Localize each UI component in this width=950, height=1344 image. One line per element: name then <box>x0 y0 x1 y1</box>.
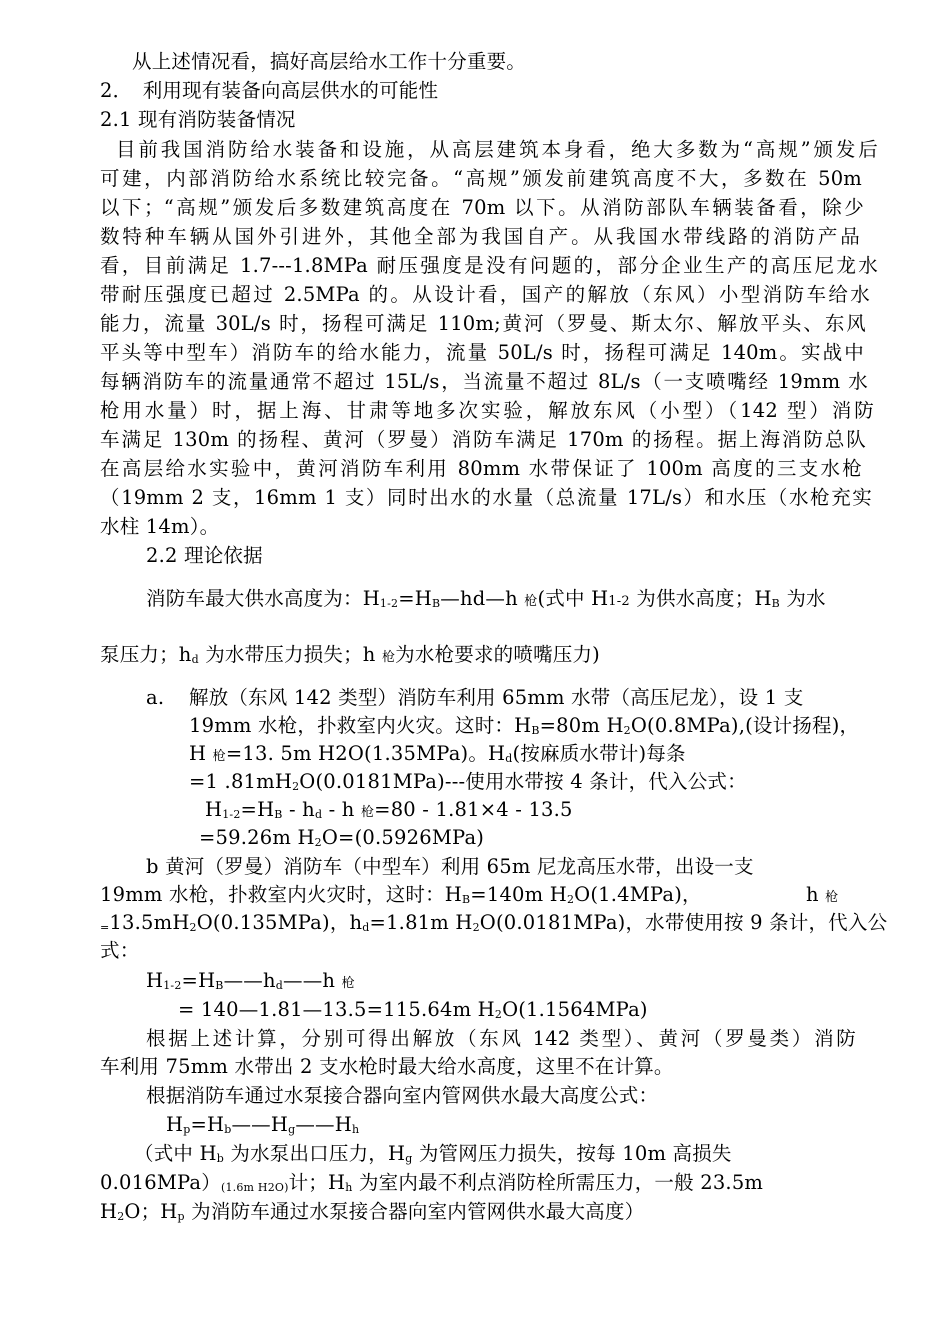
text: O) <box>274 1181 289 1194</box>
text: 为供水高度；H <box>629 587 772 610</box>
text: h <box>806 883 826 906</box>
text: 为水枪要求的喷嘴压力) <box>395 643 600 666</box>
paragraph-line <box>100 281 870 309</box>
paragraph-line <box>134 1140 732 1168</box>
text: ——H <box>295 1113 352 1136</box>
subscript: 1-2 <box>379 597 399 610</box>
paragraph-line <box>116 136 878 164</box>
paragraph-line <box>100 484 872 512</box>
text: =H <box>181 969 216 992</box>
paragraph-line <box>100 513 219 541</box>
subscript: d <box>505 752 513 765</box>
formula-line <box>199 824 484 852</box>
subscript: 2 <box>267 1181 275 1194</box>
text: O(1.1564MPa) <box>502 998 648 1021</box>
subscript: 2 <box>314 836 322 849</box>
paragraph-line <box>100 1053 674 1081</box>
subscript: B <box>771 597 780 610</box>
subscript: p <box>177 1210 185 1223</box>
text: 为管网压力损失，按每 10m 高损失 <box>412 1142 732 1165</box>
text: =140m H <box>470 883 567 906</box>
text: 消防车最大供水高度为：H <box>146 587 380 610</box>
text: 看，目前满足 1.7---1.8MPa 耐压强度是没有问题的，部分企业生产的高压尼龙水 <box>100 254 878 277</box>
subscript: h <box>345 1181 353 1194</box>
text: 根据上述计算，分别可得出解放（东风 142 类型）、黄河（罗曼类）消防 <box>146 1027 856 1050</box>
subscript: g <box>288 1123 296 1136</box>
subscript: 枪 <box>212 749 226 764</box>
paragraph-line <box>100 194 864 222</box>
subscript: h <box>351 1123 360 1136</box>
text: ——h <box>223 969 276 992</box>
paragraph-line <box>100 310 866 338</box>
text: =1 .81mH <box>189 770 293 793</box>
paragraph-line <box>100 223 860 251</box>
text: =H <box>190 1113 225 1136</box>
text: 0.016MPa） <box>100 1171 221 1194</box>
text: 数特种车辆从国外引进外，其他全部为我国自产。从我国水带线路的消防产品 <box>100 225 860 248</box>
text: 为水带压力损失；h <box>198 643 382 666</box>
paragraph-line <box>100 368 868 396</box>
text: ——H <box>231 1113 289 1136</box>
text: 19mm 水枪，扑救室内火灾时，这时：H <box>100 883 462 906</box>
section-heading <box>100 77 438 105</box>
text: 解放（东风 142 类型）消防车利用 65mm 水带（高压尼龙），设 1 支 <box>189 686 804 709</box>
paragraph-line <box>100 1169 763 1197</box>
paragraph-line <box>100 455 862 483</box>
subscript: 2 <box>189 921 197 934</box>
text: =H <box>398 587 432 610</box>
text: 式： <box>100 939 140 962</box>
text: 目前我国消防给水装备和设施，从高层建筑本身看，绝大多数为“高规”颁发后 <box>116 138 878 161</box>
text: 平头等中型车）消防车的给水能力，流量 50L/s 时，扬程可满足 140m。实战中 <box>100 341 864 364</box>
text: (式中 H <box>537 587 609 610</box>
list-item-line <box>146 853 754 881</box>
subsection-heading <box>146 542 263 570</box>
text: =59.26m H <box>199 826 315 849</box>
subscript: 2 <box>292 780 300 793</box>
subscript: 2 <box>623 724 631 737</box>
text: H <box>166 1113 184 1136</box>
text: 根据消防车通过水泵接合器向室内管网供水最大高度公式： <box>146 1084 659 1107</box>
text: 水柱 14m）。 <box>100 515 220 538</box>
text: =13. 5m H2O(1.35MPa)。H <box>225 742 506 765</box>
subscript: 枪 <box>341 976 355 991</box>
text: = <box>100 921 110 934</box>
paragraph-line <box>146 1025 856 1053</box>
subscript: 2 <box>472 921 480 934</box>
text: 可建，内部消防给水系统比较完备。“高规”颁发前建筑高度不大，多数在 50m <box>100 167 862 190</box>
text: 能力，流量 30L/s 时，扬程可满足 110m;黄河（罗曼、斯太尔、解放平头、东风 <box>100 312 866 335</box>
text: O(0.0181MPa)，水带使用按 9 条计，代入公 <box>479 911 888 934</box>
subscript: B <box>215 979 224 992</box>
subscript: b <box>216 1152 224 1165</box>
text: 为水泵出口压力，H <box>223 1142 406 1165</box>
text: 泵压力；h <box>100 643 192 666</box>
paragraph-line <box>100 165 862 193</box>
paragraph-line <box>100 339 864 367</box>
subscript: 1-2 <box>222 808 241 821</box>
paragraph-line <box>132 48 526 76</box>
list-item-line <box>189 740 686 768</box>
subscript: 2 <box>117 1210 125 1223</box>
subscript: p <box>183 1123 191 1136</box>
list-item-line <box>100 937 139 965</box>
text: O(0.8MPa),(设计扬程)， <box>630 714 860 737</box>
subscript: B <box>531 724 540 737</box>
text: - h <box>282 798 315 821</box>
text: =1.81m H <box>369 911 473 934</box>
formula-line <box>205 796 573 824</box>
text: 车满足 130m 的扬程、黄河（罗曼）消防车满足 170m 的扬程。据上海消防总队 <box>100 428 866 451</box>
list-item-line <box>100 881 702 909</box>
list-item-line <box>100 909 887 937</box>
text: H <box>146 969 164 992</box>
subscript: B <box>462 893 471 906</box>
text: =H <box>240 798 275 821</box>
subscript: b <box>224 1123 232 1136</box>
subscript: d <box>275 979 284 992</box>
formula-line <box>166 1111 359 1139</box>
text: —hd—h <box>440 587 525 610</box>
list-item-line <box>806 881 838 909</box>
text: 2.2 理论依据 <box>146 544 263 567</box>
subscript: 1-2 <box>163 979 182 992</box>
text: =80m H <box>539 714 624 737</box>
text: H <box>205 798 223 821</box>
subsection-heading <box>100 106 296 134</box>
subscript: B <box>431 597 441 610</box>
paragraph-line <box>100 397 874 425</box>
subscript: 2 <box>494 1008 503 1021</box>
text: 2.1 现有消防装备情况 <box>100 108 296 131</box>
text: b 黄河（罗曼）消防车（中型车）利用 65m 尼龙高压水带，出设一支 <box>146 855 754 878</box>
text: H <box>100 1200 118 1223</box>
text: a. <box>146 686 165 709</box>
text: 枪用水量）时，据上海、甘肃等地多次实验，解放东风（小型）（142 型）消防 <box>100 399 874 422</box>
text: = 140—1.81—13.5=115.64m H <box>178 998 495 1021</box>
text: 13.5mH <box>109 911 190 934</box>
text: 19mm 水枪，扑救室内火灾。这时：H <box>189 714 532 737</box>
formula-line <box>146 585 826 613</box>
text: (按麻质水带计)每条 <box>512 742 686 765</box>
list-item-line <box>189 712 859 740</box>
text: 为消防车通过水泵接合器向室内管网供水最大高度） <box>184 1200 645 1223</box>
text: 2． 利用现有装备向高层供水的可能性 <box>100 79 439 102</box>
text: H <box>189 742 213 765</box>
text: 计；H <box>288 1171 346 1194</box>
text: O(1.4MPa)， <box>574 883 702 906</box>
text: 以下；“高规”颁发后多数建筑高度在 70m 以下。从消防部队车辆装备看，除少 <box>100 196 864 219</box>
paragraph-line <box>100 252 878 280</box>
text: O=(0.5926MPa) <box>321 826 485 849</box>
paragraph-line <box>100 426 866 454</box>
list-item-line <box>189 768 747 796</box>
text: 从上述情况看，搞好高层给水工作十分重要。 <box>132 50 527 73</box>
subscript: 枪 <box>381 650 396 665</box>
text: =80 - 1.81×4 - 13.5 <box>374 798 573 821</box>
text: 为室内最不利点消防栓所需压力，一般 23.5m <box>352 1171 764 1194</box>
subscript: d <box>362 921 370 934</box>
text: 车利用 75mm 水带出 2 支水枪时最大给水高度，这里不在计算。 <box>100 1055 674 1078</box>
formula-line <box>178 996 648 1024</box>
text: 为水 <box>779 587 826 610</box>
text: O；H <box>124 1200 178 1223</box>
subscript: B <box>274 808 283 821</box>
paragraph-line <box>146 1082 658 1110</box>
subscript: d <box>314 808 323 821</box>
subscript: 枪 <box>524 594 538 609</box>
text: 在高层给水实验中，黄河消防车利用 80mm 水带保证了 100m 高度的三支水枪 <box>100 457 862 480</box>
subscript: d <box>191 653 199 666</box>
text: ——h <box>283 969 342 992</box>
subscript: 枪 <box>825 890 839 905</box>
formula-line <box>100 641 600 669</box>
subscript: 2 <box>566 893 575 906</box>
text: （19mm 2 支，16mm 1 支）同时出水的水量（总流量 17L/s）和水压（水枪充实 <box>100 486 872 509</box>
text: 带耐压强度已超过 2.5MPa 的。从设计看，国产的解放（东风）小型消防车给水 <box>100 283 870 306</box>
text: (1.6m H <box>220 1181 268 1194</box>
text: 每辆消防车的流量通常不超过 15L/s，当流量不超过 8L/s（一支喷嘴经 19mm 水 <box>100 370 868 393</box>
list-item-line <box>189 684 803 712</box>
text: O(0.0181MPa)---使用水带按 4 条计，代入公式： <box>299 770 747 793</box>
text: （式中 H <box>134 1142 217 1165</box>
text: - h <box>322 798 361 821</box>
list-marker <box>146 684 164 712</box>
subscript: g <box>405 1152 413 1165</box>
subscript: 1-2 <box>608 594 630 609</box>
formula-line <box>146 967 355 995</box>
paragraph-line <box>100 1198 644 1226</box>
text: O(0.135MPa)，h <box>196 911 363 934</box>
subscript: 枪 <box>360 805 375 820</box>
